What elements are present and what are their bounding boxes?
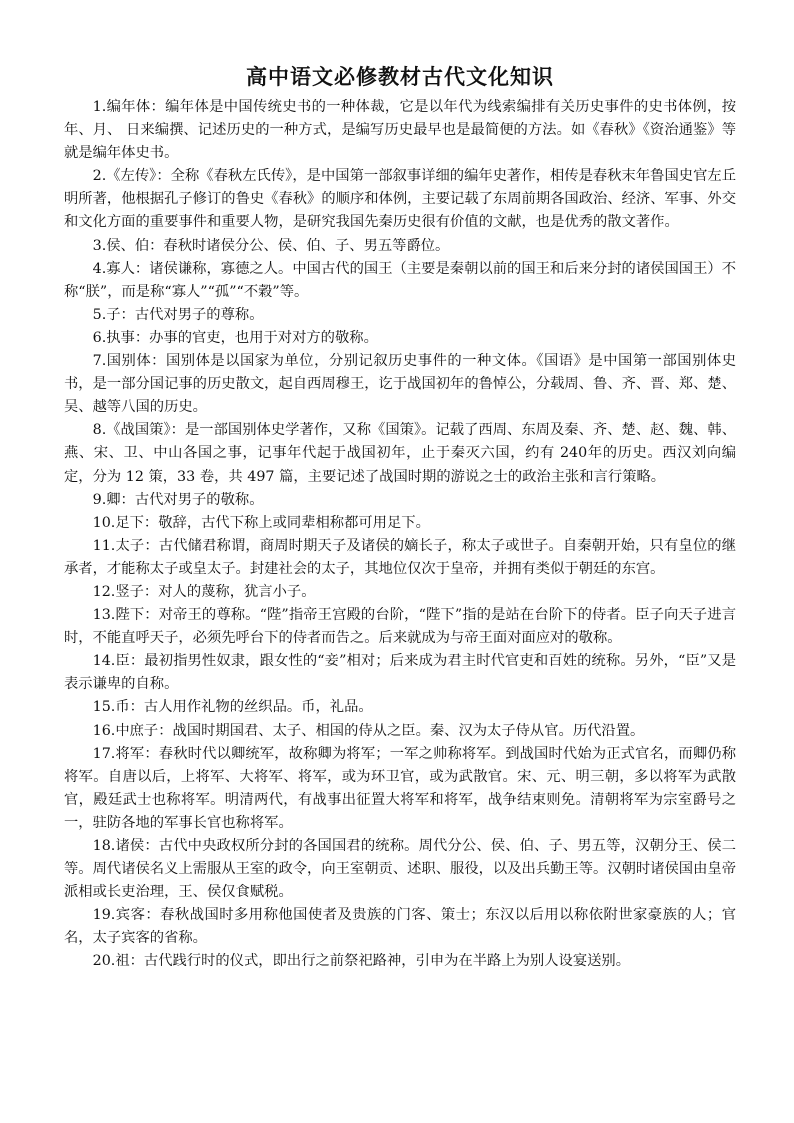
- entry-jiangjun: 17.将军：春秋时代以卿统军，故称卿为将军；一军之帅称将军。到战国时代始为正式官名，而卿仍称将军。自唐以后，上将军、大将军、将军，或为环卫官，或为武散官。宋、元、明三朝，多以将军为武散官，殿廷武士也称将军。明清两代，有战事出征置大将军和将军，战争结束则免。清朝将军为宗室爵号之一，驻防各地的军事长官也称将军。: [64, 745, 736, 831]
- entry-zhongshuzi: 16.中庶子：战国时期国君、太子、相国的侍从之臣。秦、汉为太子侍从官。历代沿置。: [92, 722, 645, 739]
- entry-guaren: 4.寡人：诸侯谦称，寡德之人。中国古代的国王（主要是秦朝以前的国王和后来分封的诸侯国国王）不称“朕”，而是称“寡人”“孤”“不穀”等。: [64, 260, 736, 300]
- entry-shuzi: 12.竖子：对人的蔑称，犹言小子。: [92, 583, 316, 600]
- entry-zhishi: 6.执事：办事的官吏，也用于对对方的敬称。: [92, 329, 378, 346]
- entry-guobieti: 7.国别体：国别体是以国家为单位，分别记叙历史事件的一种文体。《国语》是中国第一部国别体史书，是一部分国记事的历史散文，起自西周穆王，讫于战国初年的鲁悼公，分载周、鲁、齐、晋、郑、楚、吴、越等八国的历史。: [64, 353, 736, 416]
- entry-qing: 9.卿：古代对男子的敬称。: [92, 491, 264, 508]
- entry-zhuhou: 18.诸侯：古代中央政权所分封的各国国君的统称。周代分公、侯、伯、子、男五等，汉朝分王、侯二等。周代诸侯名义上需服从王室的政令，向王室朝贡、述职、服役，以及出兵勤王等。汉朝时诸侯国由皇帝派相或长吏治理，王、侯仅食赋税。: [64, 838, 736, 901]
- document-title: 高中语文必修教材古代文化知识: [246, 65, 554, 89]
- entry-taizi: 11.太子：古代储君称谓，商周时期天子及诸侯的嫡长子，称太子或世子。自秦朝开始，只有皇位的继承者，才能称太子或皇太子。封建社会的太子，其地位仅次于皇帝，并拥有类似于朝廷的东宫。: [64, 537, 736, 577]
- entry-zuxia: 10.足下：敬辞，古代下称上或同辈相称都可用足下。: [92, 514, 430, 531]
- document-page: [64, 62, 736, 974]
- entry-binke: 19.宾客：春秋战国时多用称他国使者及贵族的门客、策士；东汉以后用以称依附世家豪族的人；官名，太子宾客的省称。: [64, 907, 736, 947]
- entry-list: [64, 96, 736, 974]
- entry-bi: 15.币：古人用作礼物的丝织品。币，礼品。: [92, 699, 373, 716]
- entry-zuozhuan: 2.《左传》：全称《春秋左氏传》，是中国第一部叙事详细的编年史著作，相传是春秋末年鲁国史官左丘明所著，他根据孔子修订的鲁史《春秋》的顺序和体例，主要记载了东周前期各国政治、经济、军事、外交和文化方面的重要事件和重要人物，是研究我国先秦历史很有价值的文献，也是优秀的散文著作。: [64, 168, 736, 231]
- entry-zu: 20.祖：古代践行时的仪式，即出行之前祭祀路神，引申为在半路上为别人设宴送别。: [92, 953, 631, 970]
- entry-hou-bo: 3.侯、伯：春秋时诸侯分公、侯、伯、子、男五等爵位。: [92, 237, 450, 254]
- entry-zhanguoce: 8.《战国策》：是一部国别体史学著作，又称《国策》。记载了西周、东周及秦、齐、楚、赵、魏、韩、燕、宋、卫、中山各国之事，记事年代起于战国初年，止于秦灭六国，约有 240年的历史。西汉刘向编定，分为 12 策，33 卷，共 497 篇，主要记述了战国时期的游说之士的政治主张和言行策略。: [64, 422, 736, 485]
- entry-chen: 14.臣：最初指男性奴隶，跟女性的“妾”相对；后来成为君主时代官吏和百姓的统称。另外，“臣”又是表示谦卑的自称。: [64, 653, 736, 693]
- entry-zi: 5.子：古代对男子的尊称。: [92, 306, 264, 323]
- entry-bixia: 13.陛下：对帝王的尊称。“陛”指帝王宫殿的台阶，“陛下”指的是站在台阶下的侍者。臣子向天子进言时，不能直呼天子，必须先呼台下的侍者而告之。后来就成为与帝王面对面应对的敬称。: [64, 607, 736, 647]
- entry-bianniánti: 1.编年体：编年体是中国传统史书的一种体裁，它是以年代为线索编排有关历史事件的史书体例，按年、月、 日来编撰、记述历史的一种方式，是编写历史最早也是最简便的方法。如《春秋》《资治通鉴》等就是编年体史书。: [64, 99, 736, 162]
